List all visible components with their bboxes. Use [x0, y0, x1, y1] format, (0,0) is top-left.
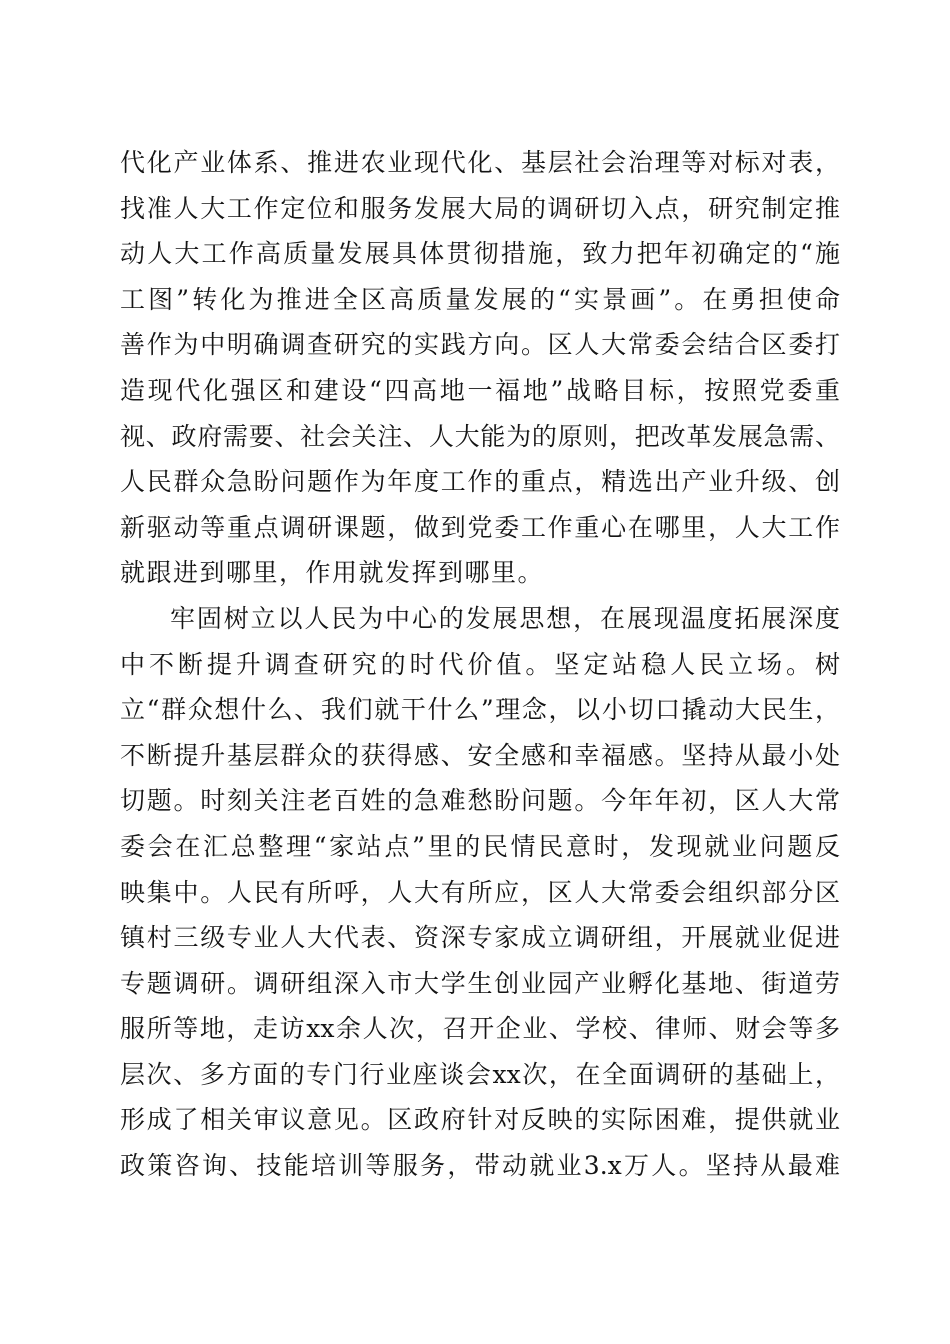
text-line: 政策咨询、技能培训等服务，带动就业3.x万人。坚持从最难: [120, 1151, 840, 1181]
text-line: 中不断提升调查研究的时代价值。坚定站稳人民立场。树: [120, 649, 840, 679]
text-line: 动人大工作高质量发展具体贯彻措施，致力把年初确定的“施: [120, 239, 840, 269]
text-line: 专题调研。调研组深入市大学生创业园产业孵化基地、街道劳: [120, 968, 840, 998]
text-line: 就跟进到哪里，作用就发挥到哪里。: [120, 558, 545, 588]
text-line: 镇村三级专业人大代表、资深专家成立调研组，开展就业促进: [120, 923, 840, 953]
text-line: 代化产业体系、推进农业现代化、基层社会治理等对标对表，: [120, 148, 840, 177]
text-line: 工图”转化为推进全区高质量发展的“实景画”。在勇担使命: [120, 284, 840, 314]
text-line: 牢固树立以人民为中心的发展思想，在展现温度拓展深度: [170, 603, 840, 633]
paragraph-1: [120, 140, 840, 596]
text-line: 找准人大工作定位和服务发展大局的调研切入点，研究制定推: [120, 193, 840, 223]
text-line: 新驱动等重点调研课题，做到党委工作重心在哪里，人大工作: [120, 512, 840, 542]
text-line: 映集中。人民有所呼，人大有所应，区人大常委会组织部分区: [120, 877, 840, 907]
text-line: 形成了相关审议意见。区政府针对反映的实际困难，提供就业: [120, 1105, 840, 1135]
text-line: 视、政府需要、社会关注、人大能为的原则，把改革发展急需、: [120, 421, 840, 451]
body-text: [120, 140, 840, 1189]
text-line: 切题。时刻关注老百姓的急难愁盼问题。今年年初，区人大常: [120, 786, 840, 816]
text-line: 造现代化强区和建设“四高地一福地”战略目标，按照党委重: [120, 375, 840, 405]
text-line: 服所等地，走访xx余人次，召开企业、学校、律师、财会等多: [120, 1014, 840, 1044]
paragraph-2: [120, 596, 840, 1189]
text-line: 人民群众急盼问题作为年度工作的重点，精选出产业升级、创: [120, 467, 840, 497]
text-line: 层次、多方面的专门行业座谈会xx次，在全面调研的基础上，: [120, 1059, 840, 1089]
text-line: 不断提升基层群众的获得感、安全感和幸福感。坚持从最小处: [120, 740, 840, 770]
text-line: 善作为中明确调查研究的实践方向。区人大常委会结合区委打: [120, 330, 840, 360]
text-line: 委会在汇总整理“家站点”里的民情民意时，发现就业问题反: [120, 831, 840, 861]
text-line: 立“群众想什么、我们就干什么”理念，以小切口撬动大民生，: [120, 695, 840, 725]
